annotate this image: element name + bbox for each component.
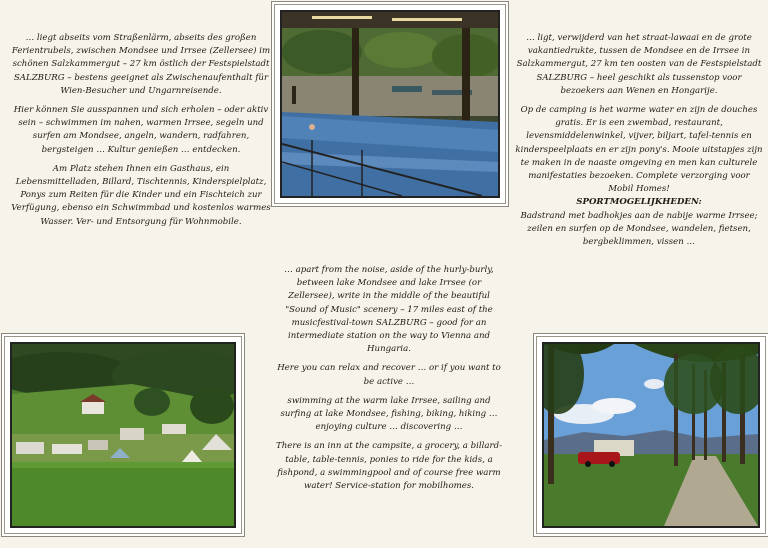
english-text [274, 264, 504, 499]
dutch-paragraph: Op de camping is het warme water en zijn de douches gratis. Er is een zwembad, restaurant, levensmiddelenwinkel, vijver, biljart, tafel-tennis en kinderspeelplaats en er zijn pony's. Mooie uitstapjes zijn te maken in de naaste omgeving en men kan culturele manifestaties bezoeken. Complete verzorging voor Mobil Homes! [515, 105, 763, 195]
campsite-illustration [12, 344, 234, 526]
german-paragraph: Am Platz stehen Ihnen ein Gasthaus, ein Lebensmittelladen, Billard, Tischtennis, Kinderspielplatz, Ponys zum Reiten für die Kinder und ein Fischteich zur Verfügung, ebenso ein Schwimmbad und kostenlos warmes Wasser. Ver- und Entsorgung für Wohnmobile. [11, 163, 271, 227]
dutch-paragraph: … ligt, verwijderd van het straat-lawaai en de grote vakantiedrukte, tussen de Mondsee en de Irrsee in Salzkammergut, 27 km ten oosten van de Festspielstadt SALZBURG – heel geschikt als tussenstop voor bezoekers aan Wenen en Hongarije. [516, 33, 762, 96]
dutch-sport-heading: SPORTMOGELIJKHEDEN: [576, 197, 702, 208]
road-illustration [544, 344, 758, 526]
german-text [10, 32, 272, 235]
english-paragraph: swimming at the warm lake Irrsee, sailing and surfing at lake Mondsee, fishing, biking, hiking … enjoying culture … discovering … [280, 395, 498, 433]
dutch-sport-text: Badstrand met badhokjes aan de nabije warme Irrsee; zeilen en surfen op de Mondsee, wandelen, fietsen, bergbeklimmen, vissen … [520, 210, 758, 248]
german-paragraph: Hier können Sie ausspannen und sich erholen – oder aktiv sein – schwimmen im nahen, warmen Irrsee, segeln und surfen am Mondsee, angeln, wandern, radfahren, bergsteigen … Kultur genießen … entdecken. [13, 105, 269, 155]
pool-illustration [282, 12, 498, 196]
english-paragraph: … apart from the noise, aside of the hurly-burly, between lake Mondsee and lake Irrsee (or Zellersee), write in the middle of the beautiful "Sound of Music" scenery – 17 miles east of the musicfestival-town SALZBURG – good for an intermediate station on the way to Vienna and Hungaria. [284, 265, 494, 355]
dutch-text [515, 32, 763, 255]
photo-tree-lined-road [536, 336, 766, 534]
photo-swimming-pool [274, 4, 506, 204]
photo-campsite-meadow [4, 336, 242, 534]
english-paragraph: Here you can relax and recover … or if you want to be active … [277, 363, 501, 387]
english-paragraph: There is an inn at the campsite, a grocery, a billard-table, table-tennis, ponies to ride for the kids, a fishpond, a swimmingpool and of course free warm water! Service-station for mobilhomes. [275, 441, 503, 492]
german-paragraph: … liegt abseits vom Straßenlärm, abseits des großen Ferientrubels, zwischen Mondsee und Irrsee (Zellersee) im schönen Salzkammergut – 27 km östlich der Festspielstadt SALZBURG – bestens geeignet als Zwischenaufenthalt für Wien-Besucher und Ungarnreisende. [11, 33, 271, 96]
